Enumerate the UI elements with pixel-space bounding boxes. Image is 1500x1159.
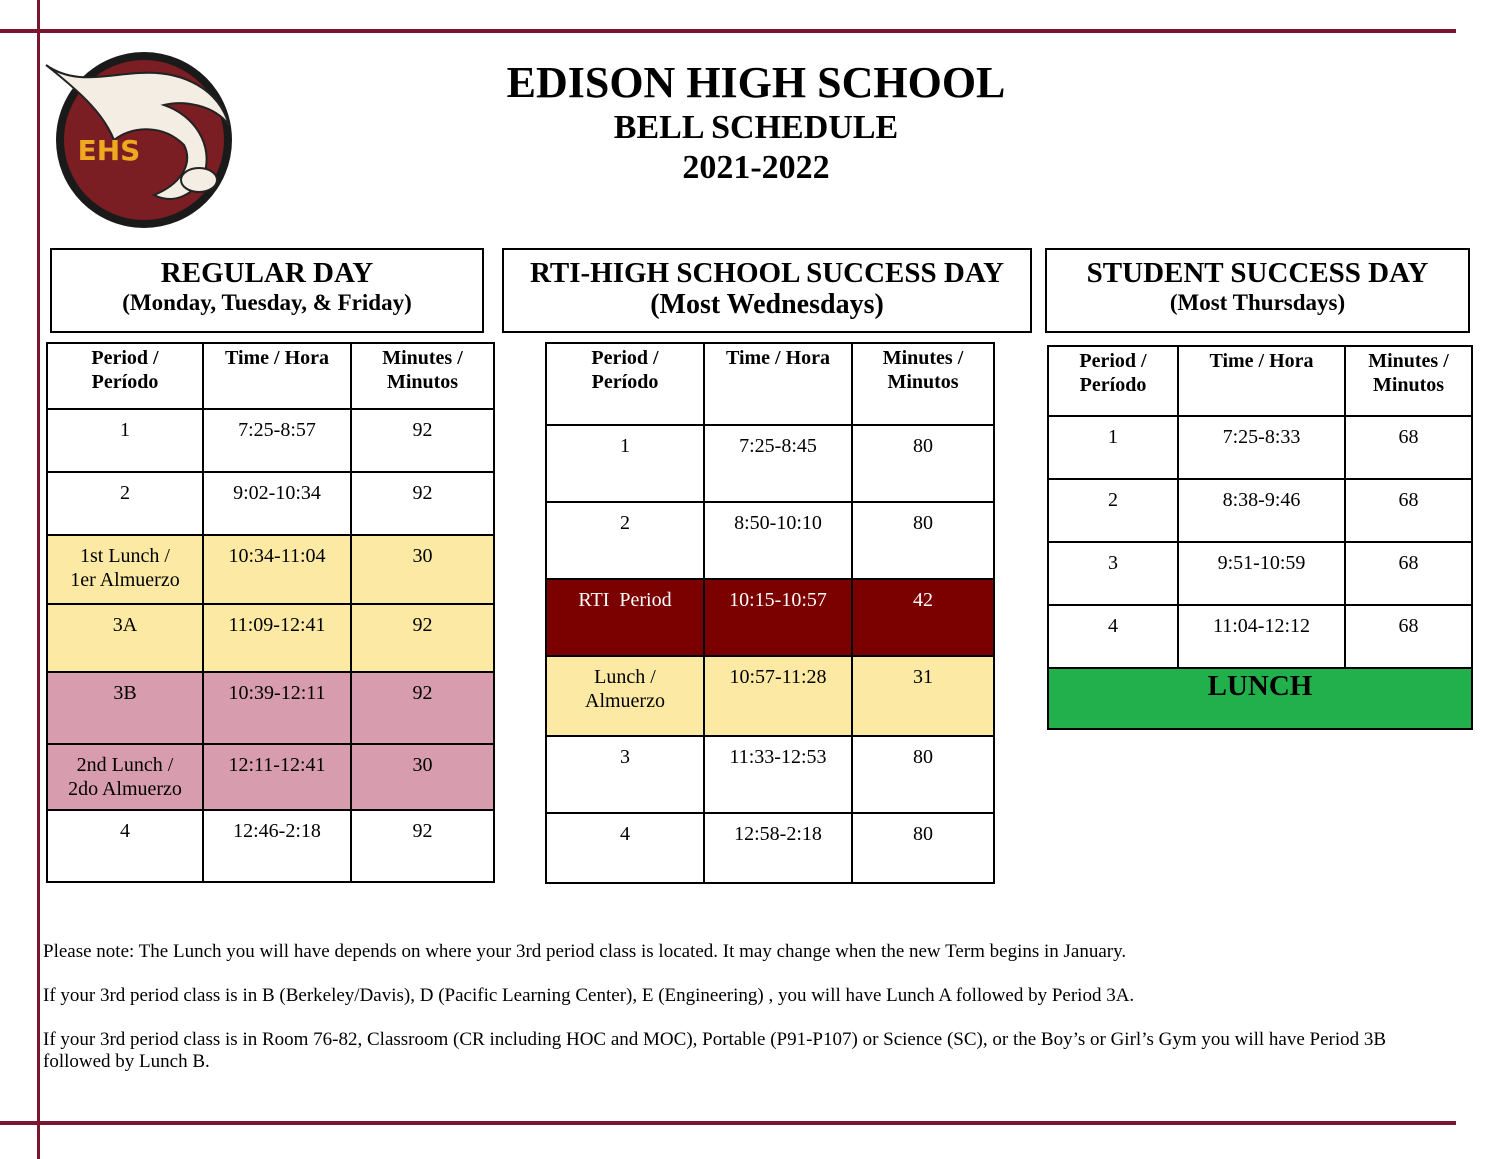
- top-rule: [0, 29, 1456, 33]
- col-header-time: Time / Hora: [1178, 346, 1345, 416]
- period-cell: 4: [47, 810, 203, 882]
- period-cell: 3A: [47, 604, 203, 672]
- minutes-cell: 80: [852, 425, 994, 502]
- table-row: [47, 472, 494, 535]
- period-cell: 3B: [47, 672, 203, 744]
- time-cell: 11:04-12:12: [1178, 605, 1345, 668]
- table-row: [546, 656, 994, 736]
- school-year: 2021-2022: [682, 149, 830, 186]
- period-cell: RTI Period: [546, 579, 704, 656]
- minutes-cell: 31: [852, 656, 994, 736]
- period-cell: 4: [546, 813, 704, 883]
- col-header-time: Time / Hora: [203, 343, 351, 409]
- col-header-minutes: Minutes / Minutos: [852, 343, 994, 425]
- ehs-logo: [44, 45, 244, 230]
- table-row: [546, 502, 994, 579]
- bottom-rule: [0, 1121, 1456, 1125]
- table-row: [1048, 542, 1472, 605]
- table-row: [47, 672, 494, 744]
- minutes-cell: 68: [1345, 416, 1472, 479]
- lunch-cell: LUNCH: [1048, 668, 1472, 729]
- time-cell: 10:15-10:57: [704, 579, 852, 656]
- period-cell: 3: [546, 736, 704, 813]
- time-cell: 10:39-12:11: [203, 672, 351, 744]
- period-cell: 2: [546, 502, 704, 579]
- minutes-cell: 80: [852, 502, 994, 579]
- student-day-title: STUDENT SUCCESS DAY: [1086, 257, 1429, 289]
- logo-text: EHS: [77, 134, 141, 167]
- time-cell: 9:51-10:59: [1178, 542, 1345, 605]
- minutes-cell: 68: [1345, 605, 1472, 668]
- minutes-cell: 92: [351, 672, 494, 744]
- note-paragraph: If your 3rd period class is in Room 76-82, Classroom (CR including HOC and MOC), Portable (P91-P107) or Science (SC), or the Boy’s or Girl’s Gym you will have Period 3B followed by Lunch B.: [43, 1029, 1387, 1072]
- regular-day-subtitle: (Monday, Tuesday, & Friday): [122, 290, 412, 315]
- table-row: [546, 425, 994, 502]
- page-title-block: [456, 58, 1056, 188]
- regular-day-table: [46, 342, 495, 883]
- note-paragraph: If your 3rd period class is in B (Berkeley/Davis), D (Pacific Learning Center), E (Engineering) , you will have Lunch A followed by Period 3A.: [43, 985, 1135, 1006]
- time-cell: 11:09-12:41: [203, 604, 351, 672]
- schedule-subtitle: BELL SCHEDULE: [613, 109, 899, 146]
- time-cell: 9:02-10:34: [203, 472, 351, 535]
- minutes-cell: 80: [852, 736, 994, 813]
- left-rule: [37, 0, 40, 1159]
- school-name: EDISON HIGH SCHOOL: [506, 58, 1006, 107]
- minutes-cell: 30: [351, 744, 494, 810]
- table-row: [1048, 605, 1472, 668]
- lunch-row: [1048, 668, 1472, 729]
- note-paragraph: Please note: The Lunch you will have depends on where your 3rd period class is located. It may change when the new Term begins in January.: [43, 941, 1127, 962]
- time-cell: 10:34-11:04: [203, 535, 351, 604]
- time-cell: 12:46-2:18: [203, 810, 351, 882]
- student-day-table: [1047, 345, 1473, 730]
- regular-day-title: REGULAR DAY: [160, 257, 374, 289]
- period-cell: 4: [1048, 605, 1178, 668]
- regular-day-header: [50, 248, 484, 333]
- time-cell: 12:11-12:41: [203, 744, 351, 810]
- table-row: [546, 736, 994, 813]
- period-cell: 1: [47, 409, 203, 472]
- col-header-minutes: Minutes / Minutos: [1345, 346, 1472, 416]
- time-cell: 7:25-8:33: [1178, 416, 1345, 479]
- col-header-minutes: Minutes / Minutos: [351, 343, 494, 409]
- table-header-row: [1048, 346, 1472, 416]
- table-row: [546, 579, 994, 656]
- period-cell: 2nd Lunch / 2do Almuerzo: [47, 744, 203, 810]
- period-cell: Lunch / Almuerzo: [546, 656, 704, 736]
- student-day-subtitle: (Most Thursdays): [1169, 290, 1346, 315]
- table-row: [47, 744, 494, 810]
- rti-day-table: [545, 342, 995, 884]
- period-cell: 2: [47, 472, 203, 535]
- table-row: [1048, 416, 1472, 479]
- student-day-header: [1045, 248, 1470, 333]
- period-cell: 1: [1048, 416, 1178, 479]
- rti-day-subtitle: (Most Wednesdays): [650, 289, 884, 320]
- table-header-row: [546, 343, 994, 425]
- minutes-cell: 92: [351, 472, 494, 535]
- table-row: [47, 535, 494, 604]
- col-header-period: Period / Período: [47, 343, 203, 409]
- time-cell: 8:50-10:10: [704, 502, 852, 579]
- minutes-cell: 92: [351, 409, 494, 472]
- table-row: [47, 409, 494, 472]
- minutes-cell: 68: [1345, 542, 1472, 605]
- table-row: [47, 810, 494, 882]
- time-cell: 7:25-8:45: [704, 425, 852, 502]
- table-header-row: [47, 343, 494, 409]
- time-cell: 8:38-9:46: [1178, 479, 1345, 542]
- period-cell: 2: [1048, 479, 1178, 542]
- period-cell: 1: [546, 425, 704, 502]
- table-row: [47, 604, 494, 672]
- table-row: [546, 813, 994, 883]
- period-cell: 3: [1048, 542, 1178, 605]
- period-cell: 1st Lunch / 1er Almuerzo: [47, 535, 203, 604]
- time-cell: 12:58-2:18: [704, 813, 852, 883]
- minutes-cell: 42: [852, 579, 994, 656]
- minutes-cell: 30: [351, 535, 494, 604]
- time-cell: 10:57-11:28: [704, 656, 852, 736]
- table-row: [1048, 479, 1472, 542]
- rti-day-header: [502, 248, 1032, 333]
- col-header-time: Time / Hora: [704, 343, 852, 425]
- minutes-cell: 92: [351, 810, 494, 882]
- col-header-period: Period / Período: [546, 343, 704, 425]
- minutes-cell: 80: [852, 813, 994, 883]
- time-cell: 7:25-8:57: [203, 409, 351, 472]
- minutes-cell: 92: [351, 604, 494, 672]
- col-header-period: Period / Período: [1048, 346, 1178, 416]
- time-cell: 11:33-12:53: [704, 736, 852, 813]
- schedule-notes: [43, 941, 1403, 1095]
- rti-day-title: RTI-HIGH SCHOOL SUCCESS DAY: [529, 257, 1005, 289]
- minutes-cell: 68: [1345, 479, 1472, 542]
